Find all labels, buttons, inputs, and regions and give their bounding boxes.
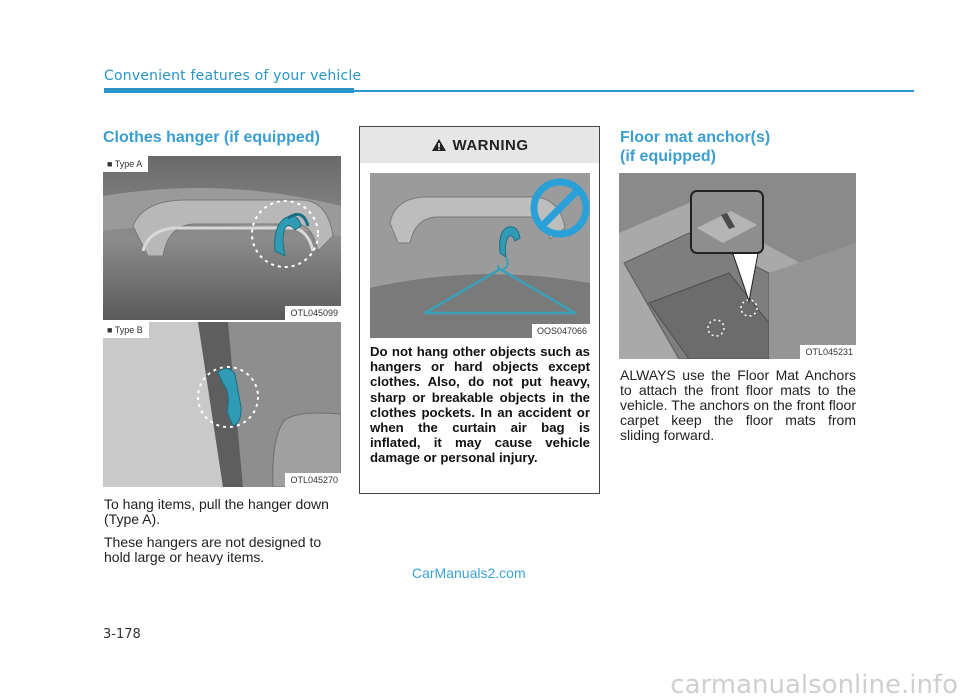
warning-box	[359, 126, 600, 494]
floor-mat-figure	[619, 173, 856, 359]
floor-mat-title-line2: (if equipped)	[620, 148, 716, 165]
page-number: 3-178	[103, 627, 141, 642]
header-rule	[354, 90, 914, 92]
figure-type-b	[103, 322, 341, 487]
clothes-hanger-title: Clothes hanger (if equipped)	[103, 129, 320, 146]
warning-text: Do not hang other objects such as hangers or hard objects except clothes. Also, do not put heavy, sharp or breakable objects in the clothes pockets. In an accident or when the curtain air bag is inflated, it may cause vehicle damage or personal injury.	[370, 344, 590, 466]
floor-mat-section	[620, 128, 860, 166]
figure-type-a-tag: ■ Type A	[103, 156, 148, 172]
hanger-instruction-text: To hang items, pull the hanger down (Type A).	[104, 496, 329, 527]
floor-mat-title-line1: Floor mat anchor(s)	[620, 129, 771, 146]
watermark-link[interactable]: CarManuals2.com	[412, 565, 526, 581]
figure-type-a-code: OTL045099	[285, 306, 341, 320]
figure-type-b-tag: ■ Type B	[103, 322, 149, 338]
figure-type-a	[103, 156, 341, 320]
hanger-type-a-illustration	[103, 156, 341, 320]
section-header-title: Convenient features of your vehicle	[104, 68, 362, 84]
warning-figure	[370, 173, 590, 338]
floor-mat-figure-code: OTL045231	[800, 345, 856, 359]
footer-watermark-url: carmanualsonline.info	[670, 670, 958, 700]
warning-header	[360, 127, 599, 163]
prohibited-hanger-illustration	[370, 173, 590, 338]
header-accent-bar	[104, 88, 354, 93]
warning-figure-code: OOS047066	[532, 324, 590, 338]
warning-triangle-icon	[431, 138, 447, 152]
hanger-note-text: These hangers are not designed to hold large or heavy items.	[104, 534, 322, 565]
hanger-type-b-illustration	[103, 322, 341, 487]
floor-mat-text: ALWAYS use the Floor Mat Anchors to attach the front floor mats to the vehicle. The anchors on the front floor carpet keep the floor mats from sliding forward.	[620, 367, 856, 443]
warning-label: WARNING	[452, 136, 529, 154]
clothes-hanger-section	[103, 128, 341, 147]
figure-type-b-code: OTL045270	[285, 473, 341, 487]
floor-mat-anchor-illustration	[619, 173, 856, 359]
